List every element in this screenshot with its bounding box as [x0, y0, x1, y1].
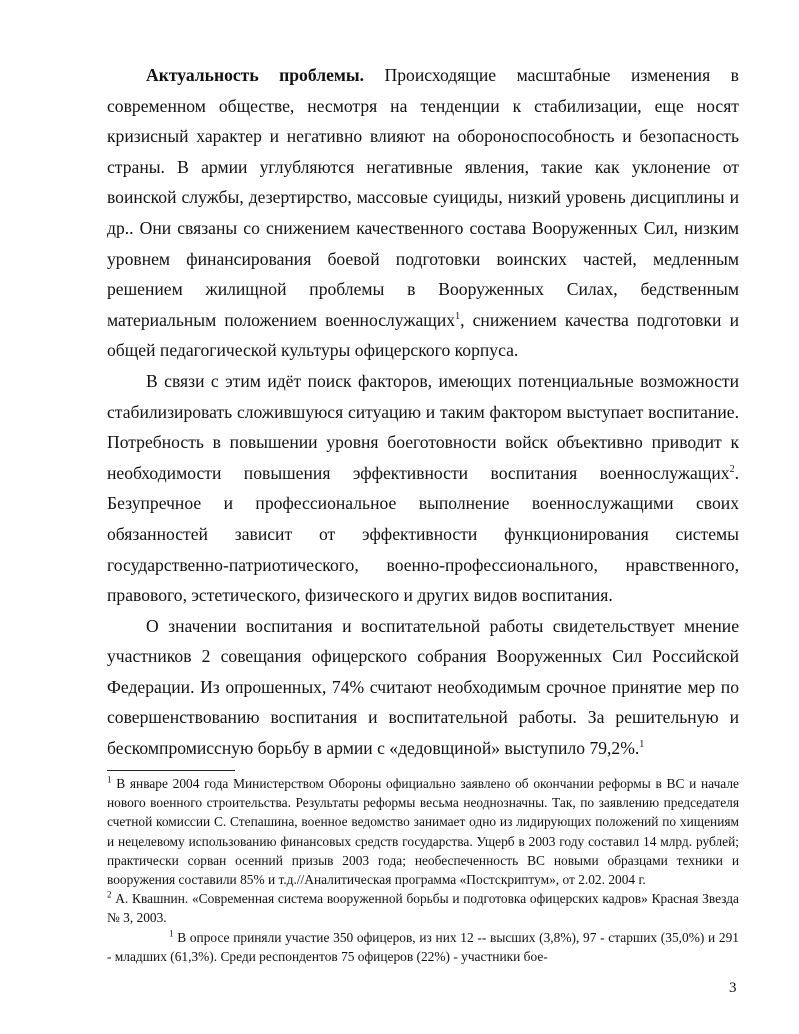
- footnote-mark: 1: [169, 928, 174, 939]
- footnote-text: А. Квашнин. «Современная система вооруженной борьбы и подготовка офицерских кадров» Красная Звезда № 3, 2003.: [107, 891, 739, 926]
- footnote-item: [107, 774, 739, 889]
- footnote-mark: 2: [107, 889, 112, 900]
- footnote-ref[interactable]: 2: [729, 463, 735, 475]
- paragraph-text-tail: , снижением качества подготовки и общей педагогической культуры офицерского корпуса.: [107, 309, 739, 361]
- footnote-ref[interactable]: 1: [639, 739, 645, 751]
- footnote-text: В январе 2004 года Министерством Обороны официально заявлено об окончании реформы в ВС и начале нового военного строительства. Результаты реформы весьма неоднозначны. Так, по заявлению председателя счетной комиссии С. Степашина, военное ведомство занимает одно из лидирующих положений по хищениям и нецелевому использованию финансовых средств государства. Ущерб в 2003 году составил 14 млрд. рублей; практически сорван осенний призыв 2003 года; необеспеченность ВС новыми образцами техники и вооружения составили 85% и т.д.//Аналитическая программа «Постскриптум», от 2.02. 2004 г.: [107, 776, 739, 888]
- footnotes: [107, 774, 739, 966]
- footnote-ref[interactable]: 1: [455, 310, 461, 322]
- footnote-item: [107, 928, 739, 966]
- page-number: 3: [729, 980, 737, 996]
- paragraph-text: В связи с этим идёт поиск факторов, имеющих потенциальные возможности стабилизировать сложившуюся ситуацию и таким фактором выступает воспитание. Потребность в повышении уровня боеготовности войск объективно приводит к необходимости повышения эффективности воспитания военнослужащих: [107, 370, 739, 483]
- paragraph-survey: [107, 611, 739, 764]
- paragraph-text: Происходящие масштабные изменения в современном обществе, несмотря на тенденции к стабилизации, еще носят кризисный характер и негативно влияют на обороноспособность и безопасность страны. В армии углубляются негативные явления, такие как уклонение от воинской службы, дезертирство, массовые суициды, низкий уровень дисциплины и др.. Они связаны со снижением качественного состава Вооруженных Сил, низким уровнем финансирования боевой подготовки воинских частей, медленным решением жилищной проблемы в Вооруженных Силах, бедственным материальным положением военнослужащих: [107, 65, 739, 330]
- section-lead-heading: Актуальность проблемы.: [146, 65, 365, 85]
- paragraph-search-factors: [107, 366, 739, 611]
- footnote-text: В опросе приняли участие 350 офицеров, из них 12 -- высших (3,8%), 97 - старших (35,0%) и 291 - младших (61,3%). Среди респондентов 75 офицеров (22%) - участники бое-: [107, 929, 739, 964]
- paragraph-text: О значении воспитания и воспитательной работы свидетельствует мнение участников 2 совещания офицерского собрания Вооруженных Сил Российской Федерации. Из опрошенных, 74% считают необходимым срочное принятие мер по совершенствованию воспитания и воспитательной работы. За решительную и бескомпромиссную борьбу в армии с «дедовщиной» выступило 79,2%.: [107, 615, 739, 759]
- paragraph-relevance: [107, 60, 739, 366]
- main-text: [107, 60, 739, 764]
- footnote-mark: 1: [107, 774, 112, 785]
- footnote-item: [107, 889, 739, 927]
- paragraph-text-tail: . Безупречное и профессиональное выполнение военнослужащими своих обязанностей зависит от эффективности функционирования системы государственно-патриотического, военно-профессионального, нравственного, правового, эстетического, физического и других видов воспитания.: [107, 462, 739, 606]
- footnote-separator: [107, 770, 235, 771]
